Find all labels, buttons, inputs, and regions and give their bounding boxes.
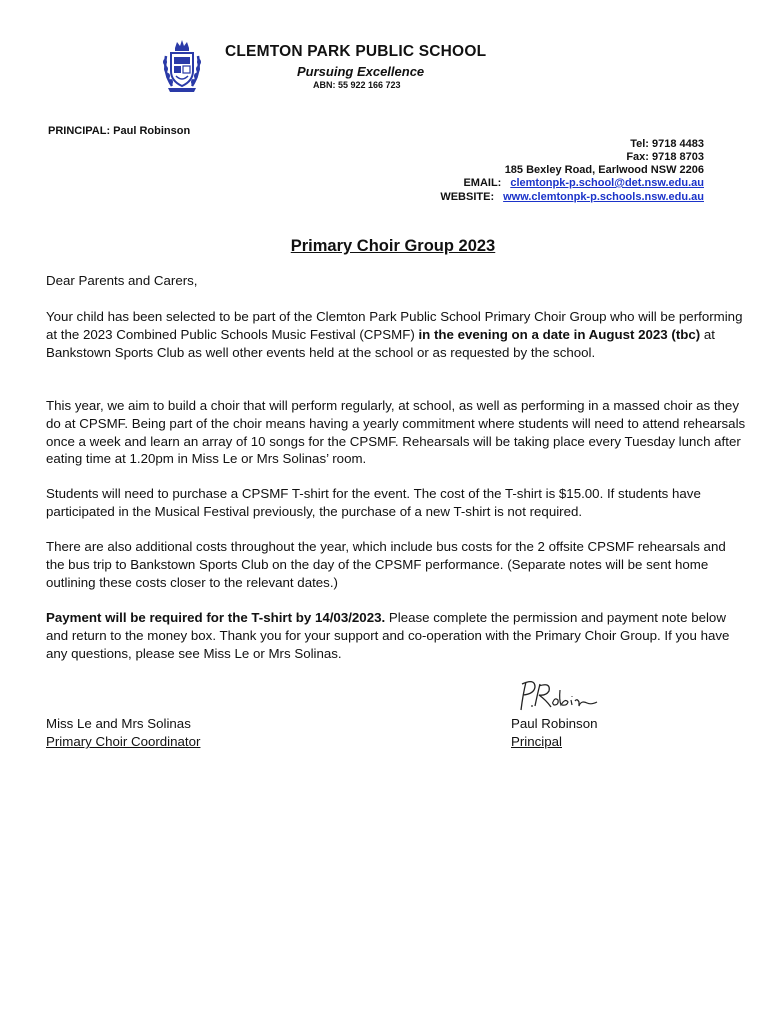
payment-instructions: Please complete the permission and payment note below and return to the money box. Thank you for your support and co-operation with the Primary Choir Group. If you have any questions, please see Miss Le or Mrs Solinas.: [46, 610, 730, 661]
principal-name: Paul Robinson: [511, 716, 598, 731]
paragraph-tshirt: Students will need to purchase a CPSMF T-shirt for the event. The cost of the T-shirt is $15.00. If students have participated in the Musical Festival previously, the purchase of a new T-shirt is not required.: [46, 486, 701, 519]
email-link[interactable]: clemtonpk-p.school@det.nsw.edu.au: [510, 177, 704, 189]
school-name: CLEMTON PARK PUBLIC SCHOOL: [225, 43, 487, 60]
school-motto: Pursuing Excellence: [297, 64, 425, 79]
email-label: EMAIL:: [463, 177, 502, 189]
greeting: Dear Parents and Carers,: [46, 273, 198, 288]
website-link[interactable]: www.clemtonpk-p.schools.nsw.edu.au: [503, 191, 704, 203]
paragraph-costs: There are also additional costs throughout the year, which include bus costs for the 2 offsite CPSMF rehearsals and the bus trip to Bankstown Sports Club on the day of the CPSMF performance. (Separate notes will be sent home outlining these costs closer to the relevant dates.): [46, 539, 726, 590]
school-crest-icon: [160, 38, 204, 94]
principal-signature: [513, 676, 599, 718]
abn-number: ABN: 55 922 166 723: [313, 80, 401, 90]
paragraph-payment: [46, 609, 746, 662]
paragraph-selection-text: Your child has been selected to be part of the Clemton Park Public School Primary Choir Group who will be performing at the 2023 Combined Public Schools Music Festival (CPSMF): [46, 309, 743, 342]
paragraph-selection-date: in the evening on a date in August 2023 (tbc): [418, 326, 701, 342]
paragraph-rehearsals: This year, we aim to build a choir that will perform regularly, at school, as well as performing in a massed choir as they do at CPSMF. Being part of the choir means having a yearly commitment where students will need to attend rehearsals once a week and learn an array of 10 songs for the CPSMF. Rehearsals will be taking place every Tuesday lunch after eating time at 1.20pm in Miss Le or Mrs Solinas’ room.: [46, 398, 746, 467]
letter-title: Primary Choir Group 2023: [290, 237, 496, 255]
paragraph-selection-venue: at Bankstown Sports Club as well other events held at the school or as requested by the school.: [46, 326, 715, 360]
address: 185 Bexley Road, Earlwood NSW 2206: [504, 164, 704, 176]
principal-role: Principal: [511, 734, 562, 749]
telephone: Tel: 9718 4483: [630, 138, 704, 150]
principal-line: PRINCIPAL: Paul Robinson: [48, 125, 191, 137]
website-label: WEBSITE:: [440, 191, 495, 203]
payment-deadline: Payment will be required for the T-shirt by 14/03/2023.: [46, 610, 386, 625]
website-row: [430, 191, 704, 203]
paragraph-selection: [46, 308, 746, 361]
fax: Fax: 9718 8703: [626, 151, 704, 163]
coordinator-role: Primary Choir Coordinator: [46, 734, 201, 749]
coordinator-name: Miss Le and Mrs Solinas: [46, 716, 191, 731]
email-row: [437, 177, 704, 189]
